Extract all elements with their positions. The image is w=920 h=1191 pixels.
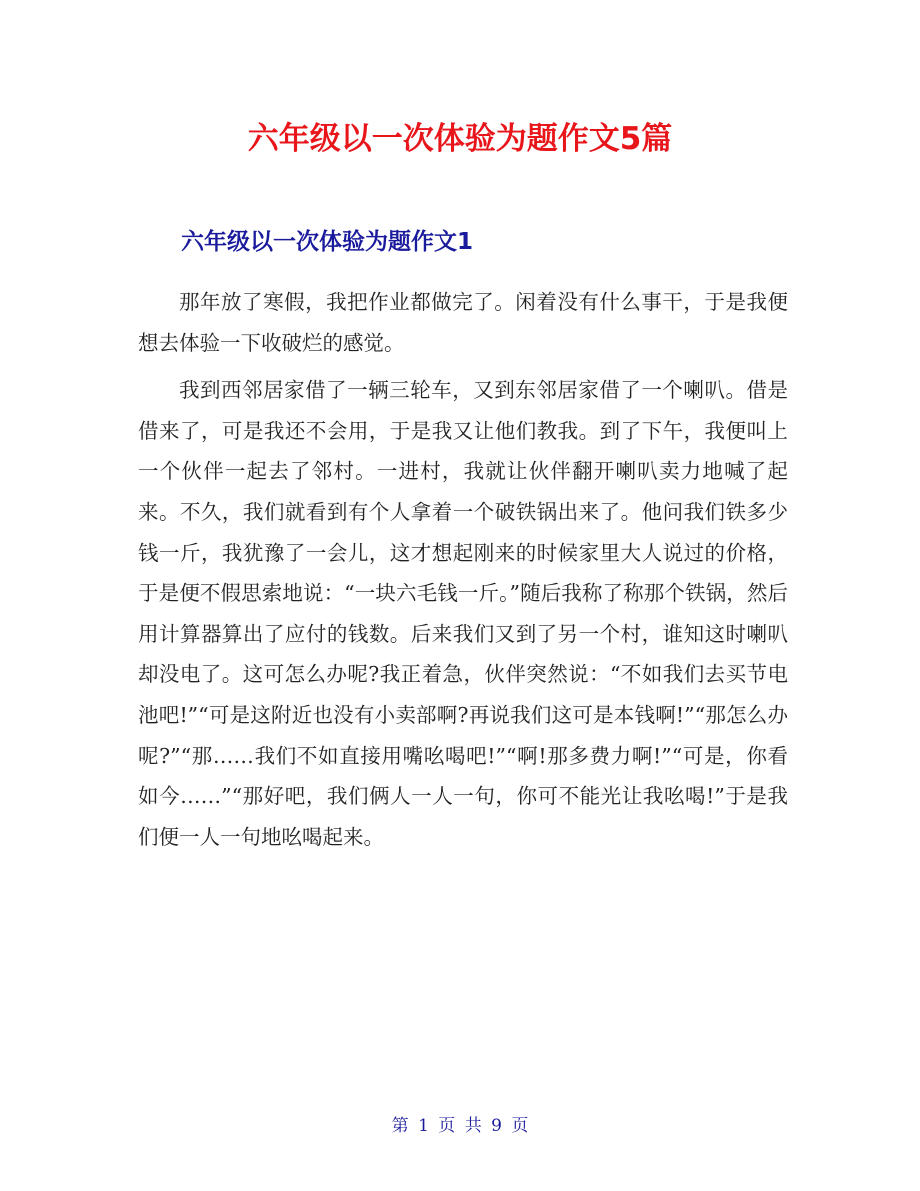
essay-body	[138, 282, 788, 864]
document-title: 六年级以一次体验为题作文5篇	[247, 121, 673, 157]
paragraph: 我到西邻居家借了一辆三轮车，又到东邻居家借了一个喇叭。借是借来了，可是我还不会用，于是我又让他们教我。到了下午，我便叫上一个伙伴一起去了邻村。一进村，我就让伙伴翻开喇叭卖力地喊了起来。不久，我们就看到有个人拿着一个破铁锅出来了。他问我们铁多少钱一斤，我犹豫了一会儿，这才想起刚来的时候家里大人说过的价格，于是便不假思索地说：“一块六毛钱一斤。”随后我称了称那个铁锅，然后用计算器算出了应付的钱数。后来我们又到了另一个村，谁知这时喇叭却没电了。这可怎么办呢?我正着急，伙伴突然说：“不如我们去买节电池吧!”“可是这附近也没有小卖部啊?再说我们这可是本钱啊!”“那怎么办呢?”“那……我们不如直接用嘴吆喝吧!”“啊!那多费力啊!”“可是，你看如今……”“那好吧，我们俩人一人一句，你可不能光让我吆喝!”于是我们便一人一句地吆喝起来。	[138, 378, 788, 849]
section-title: 六年级以一次体验为题作文1	[181, 229, 474, 255]
page-number-footer: 第 1 页 共 9 页	[391, 1116, 529, 1136]
paragraph: 那年放了寒假，我把作业都做完了。闲着没有什么事干，于是我便想去体验一下收破烂的感觉。	[138, 290, 788, 355]
